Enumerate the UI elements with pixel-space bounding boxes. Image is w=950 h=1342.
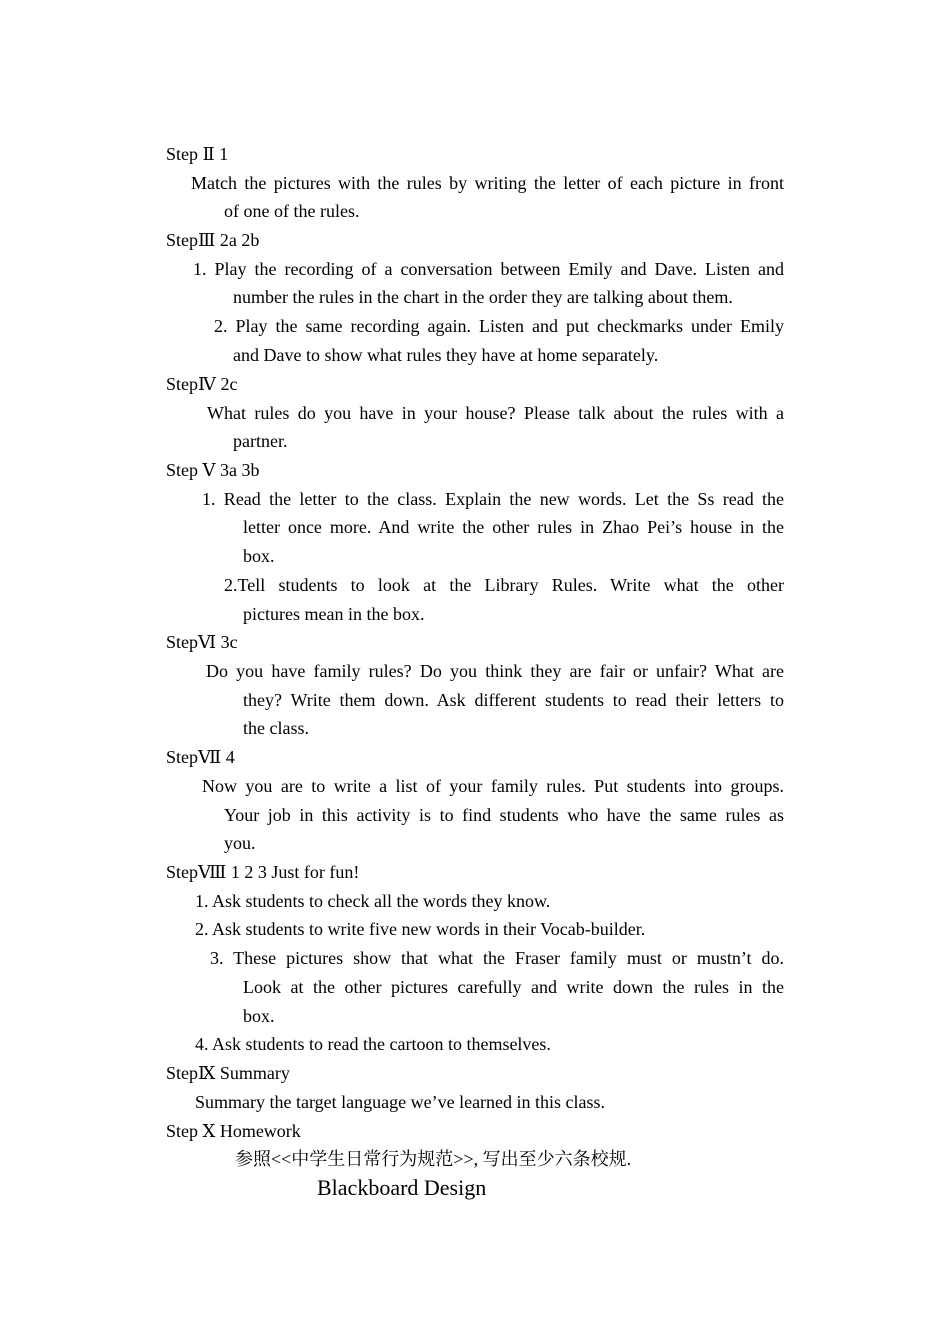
step-2-text-line-1: Match the pictures with the rules by writing the letter of each picture in front [191,173,784,193]
step-4-text-line-1: What rules do you have in your house? Please talk about the rules with a [207,403,784,423]
step-3-heading: StepⅢ 2a 2b [166,230,260,250]
step-7-text-line-2: Your job in this activity is to find students who have the same rules as [224,805,784,825]
step-8-item-1: 1. Ask students to check all the words they know. [195,891,551,911]
step-5-item-1-line-3: box. [243,546,275,566]
step-5-item-2-line-2: pictures mean in the box. [243,604,425,624]
step-3-item-1-line-1: 1. Play the recording of a conversation between Emily and Dave. Listen and [193,259,784,279]
step-3-item-2-line-1: 2. Play the same recording again. Listen and put checkmarks under Emily [214,316,784,336]
step-2-heading: Step Ⅱ 1 [166,144,229,164]
step-4-text-line-2: partner. [233,431,288,451]
step-6-text-line-2: they? Write them down. Ask different students to read their letters to [243,690,784,710]
step-3-item-1-line-2: number the rules in the chart in the order they are talking about them. [233,287,733,307]
step-6-heading: StepⅥ 3c [166,632,238,652]
step-8-item-4: 4. Ask students to read the cartoon to themselves. [195,1034,551,1054]
step-8-item-3-line-1: 3. These pictures show that what the Fraser family must or mustn’t do. [210,948,784,968]
step-8-heading: StepⅧ 1 2 3 Just for fun! [166,862,360,882]
step-10-text: 参照<<中学生日常行为规范>>, 写出至少六条校规. [235,1149,632,1169]
step-9-heading: StepⅨ Summary [166,1063,290,1083]
step-8-item-3-line-3: box. [243,1006,275,1026]
step-10-heading: Step Ⅹ Homework [166,1121,301,1141]
step-9-text: Summary the target language we’ve learned in this class. [195,1092,606,1112]
step-7-text-line-1: Now you are to write a list of your family rules. Put students into groups. [202,776,784,796]
step-2-text-line-2: of one of the rules. [224,201,360,221]
step-5-item-2-line-1: 2.Tell students to look at the Library Rules. Write what the other [224,575,784,595]
step-6-text-line-1: Do you have family rules? Do you think they are fair or unfair? What are [206,661,784,681]
step-7-text-line-3: you. [224,833,256,853]
step-8-item-2: 2. Ask students to write five new words in their Vocab-builder. [195,919,646,939]
step-3-item-2-line-2: and Dave to show what rules they have at home separately. [233,345,659,365]
blackboard-design-title: Blackboard Design [317,1175,487,1200]
step-8-item-3-line-2: Look at the other pictures carefully and write down the rules in the [243,977,784,997]
step-5-item-1-line-1: 1. Read the letter to the class. Explain the new words. Let the Ss read the [202,489,784,509]
step-5-item-1-line-2: letter once more. And write the other rules in Zhao Pei’s house in the [243,517,784,537]
step-7-heading: StepⅦ 4 [166,747,235,767]
step-6-text-line-3: the class. [243,718,309,738]
step-4-heading: StepⅣ 2c [166,374,238,394]
step-5-heading: Step Ⅴ 3a 3b [166,460,260,480]
